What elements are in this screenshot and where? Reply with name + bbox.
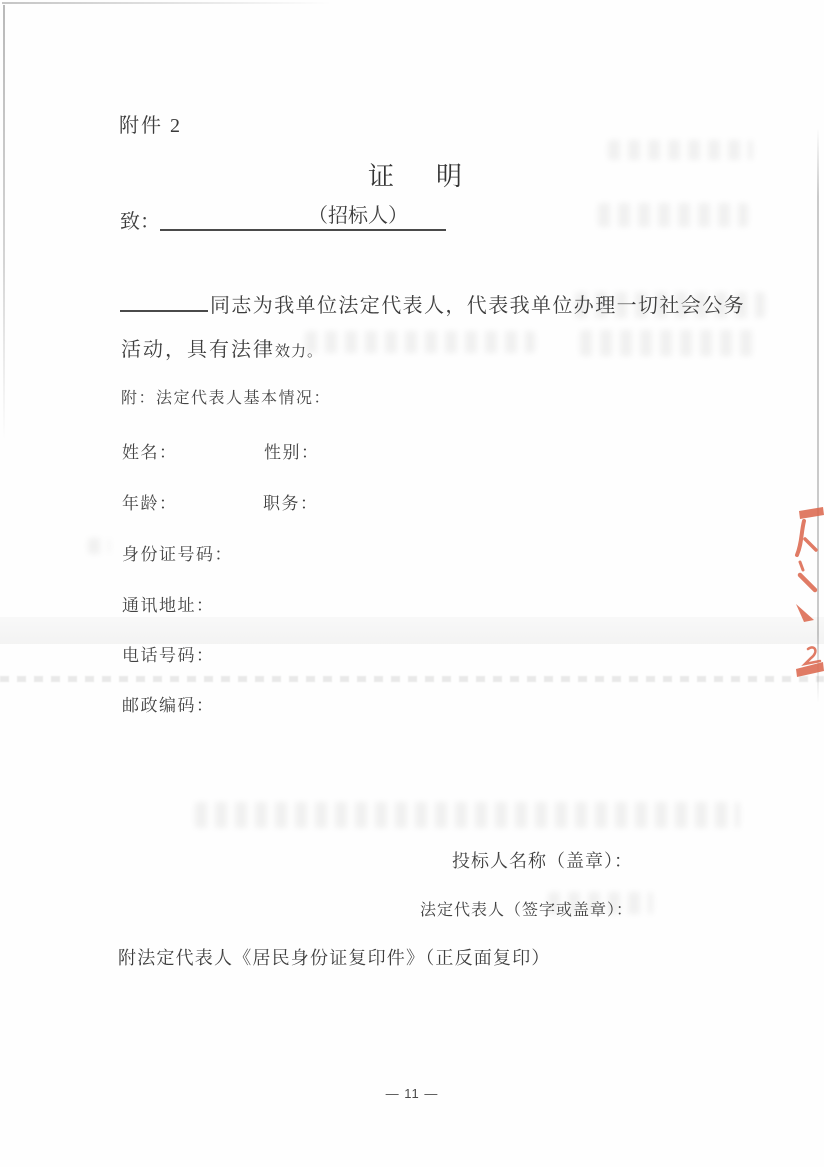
field-label-id-number: 身份证号码：: [122, 545, 233, 564]
body-line2-text: 活动，具有法律: [121, 339, 275, 361]
page-number: — 11 —: [385, 1086, 439, 1101]
signature-bidder-label: 投标人名称（盖章）：: [452, 851, 633, 871]
ghost-bleedthrough-text: [88, 538, 110, 554]
red-stamp-artifact: [789, 503, 824, 688]
field-label-age: 年龄：: [122, 494, 178, 513]
recipient-hint: （招标人）: [308, 205, 408, 227]
body-line1-text: 同志为我单位法定代表人，代表我单位办理一切社会公务: [210, 295, 745, 317]
field-label-gender: 性别：: [264, 443, 320, 462]
body-paragraph-line2: [121, 333, 323, 362]
salutation-prefix: 致：: [120, 211, 160, 233]
ghost-bleedthrough-text: [195, 802, 740, 828]
field-label-phone: 电话号码：: [122, 646, 215, 665]
attach-note: 附：法定代表人基本情况：: [121, 390, 332, 407]
name-blank-underline: [120, 292, 208, 312]
body-paragraph-line1: [120, 289, 745, 318]
scan-edge-left: [3, 5, 5, 440]
salutation-line: [120, 199, 446, 234]
ghost-bleedthrough-text: [598, 203, 748, 227]
ghost-bleedthrough-text: [580, 330, 760, 356]
document-title: 证 明: [367, 162, 470, 191]
attachment-label: 附件 2: [119, 115, 182, 137]
scan-speckle-line: [0, 676, 824, 682]
salutation-underline: [160, 199, 446, 231]
ghost-bleedthrough-text: [305, 331, 535, 353]
field-label-address: 通讯地址：: [122, 596, 215, 615]
footer-note: 附法定代表人《居民身份证复印件》（正反面复印）: [118, 948, 551, 968]
field-label-name: 姓名：: [122, 443, 178, 462]
scan-band-artifact: [0, 617, 824, 644]
field-label-position: 职务：: [263, 494, 319, 513]
signature-legal-rep-label: 法定代表人（签字或盖章）：: [420, 902, 634, 919]
scan-edge-top: [2, 2, 332, 4]
body-line2-suffix: 效力。: [275, 344, 324, 360]
field-label-postal-code: 邮政编码：: [122, 696, 215, 715]
